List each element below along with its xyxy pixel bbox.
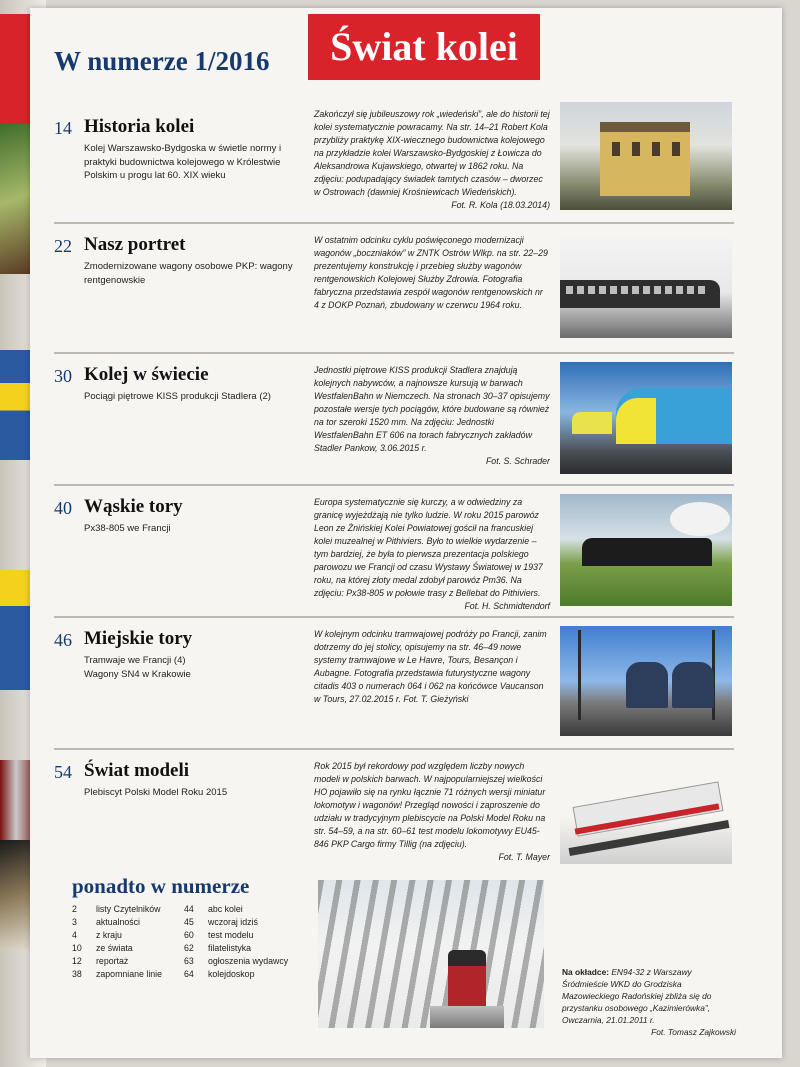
cover-photo-credit: Fot. Tomasz Zajkowski — [651, 1027, 736, 1037]
facing-page-train-photo — [0, 350, 32, 460]
section-page-number: 22 — [54, 236, 72, 256]
section-description — [314, 628, 550, 706]
tram-shape — [672, 662, 714, 708]
section-title: Historia kolei — [84, 116, 195, 137]
station-building — [600, 122, 690, 196]
extra-item: 63 ogłoszenia wydawcy — [184, 956, 289, 966]
section-subtitle: Tramwaje we Francji (4) Wagony SN4 w Krakowie — [84, 655, 191, 680]
toc-section — [54, 494, 734, 611]
toc-section — [54, 362, 734, 474]
section-title: Miejskie tory — [84, 628, 193, 649]
section-description — [314, 364, 550, 468]
facing-page-train-photo — [0, 570, 34, 690]
tram-shape — [626, 662, 668, 708]
toc-section — [54, 758, 734, 868]
issue-title: W numerze 1/2016 — [54, 46, 270, 76]
extra-item: 3 aktualności — [72, 917, 141, 927]
extra-item: 44 abc kolei — [184, 904, 243, 914]
cover-caption-text: EN94-32 z Warszawy Śródmieście WKD do Grodziska Mazowieckiego Radońskiej zbliża się do przystanku osobowego „Kazimierówka”, Owczarnia, 21.01.2011 r. — [562, 967, 712, 1025]
section-description-text: W ostatnim odcinku cyklu poświęconego modernizacji wagonów „boczniaków” w ZNTK Ostrów Wlkp. na str. 22–29 prezentujemy konstrukcję i przebieg służby wagonów rentgenowskich Kolejowej Służby Zdrowia. Fotografia fabryczna przedstawia zespół wagonów rentgenowskich nr 4 z DOKP Poznań, zbudowany w czerwcu 1964 roku. — [314, 235, 548, 310]
section-subtitle: Plebiscyt Polski Model Roku 2015 — [84, 787, 228, 798]
extra-item: 12 reportaż — [72, 956, 129, 966]
section-photo-kiss-train — [560, 362, 732, 474]
section-description — [314, 760, 550, 864]
section-title: Świat modeli — [84, 760, 190, 781]
section-subtitle: Px38-805 we Francji — [84, 523, 171, 534]
section-page-number: 14 — [54, 118, 72, 138]
section-page-number: 40 — [54, 498, 72, 518]
photo-credit: Fot. S. Schrader — [485, 456, 550, 466]
extra-section-title: ponadto w numerze — [72, 874, 250, 898]
wagon-shape — [560, 280, 720, 308]
section-description-text: Zakończył się jubileuszowy rok „wiedeński”, ale do historii tej kolei systematycznie powracamy. Na str. 14–21 Robert Kola przybliży praktykę XIX-wiecznego budownictwa kolejowego na przykładzie kolei Warszawsko-Bydgoskiej z Łowicza do Aleksandrowa Kujawskiego, otwartej w 1862 roku. Na zdjęciu: podupadający świadek tamtych czasów – dworzec w Ostrowach (dawniej Krośniewicach Wiedeńskich). — [314, 109, 550, 197]
section-page-number: 46 — [54, 630, 72, 650]
extra-item: 10 ze świata — [72, 943, 133, 953]
section-description-text: Rok 2015 był rekordowy pod względem liczby nowych modeli w polskich barwach. W najpopularniejszej wielkości HO pojawiło się na rynku łącznie 71 różnych wersji miniatur lokomotyw i wagonów! Przegląd nowości i zaproszenie do udziału w tradycyjnym plebiscycie na Polski Model Roku na str. 54–59, a na str. 60–61 test modelu lokomotywy EU45-846 PKP Cargo firmy Tillig (na zdjęciu). — [314, 761, 546, 849]
extra-item: 64 kolejdoskop — [184, 969, 255, 979]
section-photo-model-loco — [560, 758, 732, 864]
section-subtitle: Zmodernizowane wagony osobowe PKP: wagony rentgenowskie — [84, 261, 293, 286]
cover-caption-label: Na okładce: — [562, 967, 610, 977]
facing-page-photo — [0, 124, 30, 274]
section-divider — [54, 616, 734, 618]
extra-list — [72, 904, 289, 994]
toc-section — [54, 102, 734, 214]
extra-item: 38 zapomniane linie — [72, 969, 163, 979]
section-divider — [54, 748, 734, 750]
cover-caption — [562, 966, 736, 1038]
toc-section — [54, 232, 734, 342]
section-photo-steam-loco — [560, 494, 732, 606]
steam-loco-shape — [582, 538, 712, 566]
extra-item: 62 filatelistyka — [184, 943, 252, 953]
section-photo-station — [560, 102, 732, 210]
section-description — [314, 108, 550, 212]
section-description-text: W kolejnym odcinku tramwajowej podróży po Francji, zanim dotrzemy do jej stolicy, opisujemy na str. 46–49 nowe systemy tramwajowe w Le Havre, Tours, Besançon i Aubagne. Fotografia przedstawia futurystyczne wagony citadis 403 o numerach 064 i 062 na końcówce Vaucanson w Tours, 27.02.2015 r. Fot. T. Gieżyński — [314, 629, 547, 704]
photo-credit: Fot. R. Kola (18.03.2014) — [451, 200, 550, 210]
section-page-number: 54 — [54, 762, 72, 782]
section-subtitle: Kolej Warszawsko-Bydgoska w świetle normy i praktyki budownictwa kolejowego w Królestwie Polskim u progu lat 60. XIX wieku — [84, 143, 282, 181]
magazine-logo: Świat kolei — [308, 14, 540, 80]
section-title: Kolej w świecie — [84, 364, 209, 385]
section-page-number: 30 — [54, 366, 72, 386]
section-description — [314, 496, 550, 613]
cover-photo-winter-train — [318, 880, 544, 1028]
section-divider — [54, 352, 734, 354]
section-photo-wagons — [560, 236, 732, 338]
extra-item: 45 wczoraj idziś — [184, 917, 258, 927]
section-description — [314, 234, 550, 312]
section-title: Wąskie tory — [84, 496, 183, 517]
facing-page-red-block — [0, 14, 30, 124]
extra-item: 4 z kraju — [72, 930, 122, 940]
extra-item: 2 listy Czytelników — [72, 904, 161, 914]
section-description-text: Europa systematycznie się kurczy, a w odwiedziny za granicę wyjeżdżają nie tylko ludzie. W roku 2015 parowóz Leon ze Żnińskiej Kolei Powiatowej gościł na francuskiej kolei muzealnej w Pithiviers. Było to wielkie wydarzenie – tym bardziej, że była to pierwsza prezentacja polskiego parowozu we Francji od czasu Wystawy Światowej w 1937 roku, na której złoty medal zdobył parowóz Pm36. Na zdjęciu: Px38-805 w połowie trasy z Bellebat do Pithiviers. — [314, 497, 543, 598]
toc-section — [54, 626, 734, 738]
section-divider — [54, 222, 734, 224]
section-description-text: Jednostki piętrowe KISS produkcji Stadlera znajdują kolejnych nabywców, a najnowsze kursują w barwach WestfalenBahn w Niemczech. Na stronach 30–37 opisujemy pozostałe wersje tych pociągów, które budowane są również na tor szeroki 1520 mm. Na zdjęciu: Jednostki WestfalenBahn ET 606 na torach fabrycznych zakładów Stadler Pankow, 3.06.2015 r. — [314, 365, 550, 453]
photo-credit: Fot. T. Mayer — [498, 852, 550, 862]
extra-item: 60 test modelu — [184, 930, 254, 940]
section-divider — [54, 484, 734, 486]
photo-credit: Fot. H. Schmidtendorf — [464, 601, 550, 611]
section-subtitle: Pociągi piętrowe KISS produkcji Stadlera (2) — [84, 391, 271, 402]
section-photo-trams — [560, 626, 732, 736]
section-title: Nasz portret — [84, 234, 186, 255]
